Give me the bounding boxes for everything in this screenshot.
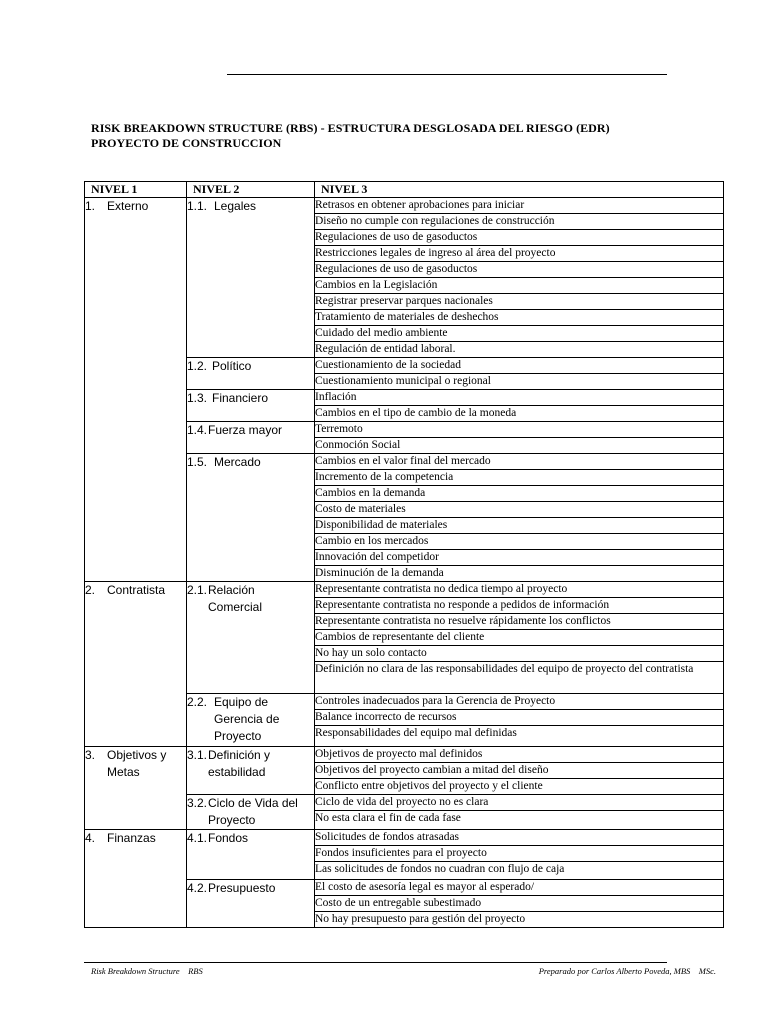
level2-cell <box>187 582 315 694</box>
level1-number: 3. <box>85 748 96 762</box>
title-line-1: RISK BREAKDOWN STRUCTURE (RBS) - ESTRUCTURA DESGLOSADA DEL RIESGO (EDR) <box>91 121 610 135</box>
level2-label-line: Proyecto <box>208 813 256 827</box>
level2-number: 2.2. <box>187 695 208 709</box>
level2-cell <box>187 390 315 422</box>
level3-item: Representante contratista no responde a pedidos de información <box>315 598 724 614</box>
level2-label: Financiero <box>212 391 269 405</box>
level3-item: Ciclo de vida del proyecto no es clara <box>315 795 724 811</box>
level2-label: Presupuesto <box>208 881 276 895</box>
level3-item: Regulaciones de uso de gasoductos <box>315 262 724 278</box>
level2-label-line: Relación <box>208 583 255 597</box>
table-row <box>85 198 724 214</box>
level2-cell <box>187 198 315 358</box>
level3-item: Regulaciones de uso de gasoductos <box>315 230 724 246</box>
level3-item: Controles inadecuados para la Gerencia de Proyecto <box>315 694 724 710</box>
level1-cell <box>85 747 187 830</box>
level2-label-line: Equipo de <box>214 695 269 709</box>
level3-item: Inflación <box>315 390 724 406</box>
level3-item: No esta clara el fin de cada fase <box>315 811 724 830</box>
level2-label-line: Comercial <box>208 600 263 614</box>
table-row <box>85 830 724 846</box>
level3-item: Cambios en el tipo de cambio de la moneda <box>315 406 724 422</box>
level3-item: Conmoción Social <box>315 438 724 454</box>
table-row <box>85 582 724 598</box>
level3-item: Cuestionamiento municipal o regional <box>315 374 724 390</box>
level1-cell <box>85 198 187 582</box>
level3-item: Responsabilidades del equipo mal definidas <box>315 726 724 747</box>
level2-number: 4.1. <box>187 831 208 845</box>
header-row <box>85 182 724 198</box>
level3-item: Representante contratista no dedica tiempo al proyecto <box>315 582 724 598</box>
level3-item: Objetivos de proyecto mal definidos <box>315 747 724 763</box>
level3-item: Fondos insuficientes para el proyecto <box>315 846 724 862</box>
level1-cell <box>85 830 187 928</box>
level3-item: Cambios en la Legislación <box>315 278 724 294</box>
level2-label-line: Definición y <box>208 748 271 762</box>
level3-item: Innovación del competidor <box>315 550 724 566</box>
level2-cell <box>187 880 315 928</box>
level2-cell <box>187 830 315 880</box>
level2-label-line: Ciclo de Vida del <box>208 796 298 810</box>
level3-item: Registrar preservar parques nacionales <box>315 294 724 310</box>
level2-number: 2.1. <box>187 583 208 597</box>
table-row <box>85 747 724 763</box>
level3-item: Las solicitudes de fondos no cuadran con flujo de caja <box>315 862 724 880</box>
level3-item: Disponibilidad de materiales <box>315 518 724 534</box>
level1-label: Finanzas <box>107 831 156 845</box>
level3-item: Cambios de representante del cliente <box>315 630 724 646</box>
level2-number: 3.2. <box>187 796 208 810</box>
level3-item: Cuestionamiento de la sociedad <box>315 358 724 374</box>
level3-item: Disminución de la demanda <box>315 566 724 582</box>
title-line-2: PROYECTO DE CONSTRUCCION <box>91 136 282 150</box>
level3-item: Incremento de la competencia <box>315 470 724 486</box>
level3-item: No hay presupuesto para gestión del proyecto <box>315 912 724 928</box>
level3-item: Cambios en el valor final del mercado <box>315 454 724 470</box>
header-nivel-1: NIVEL 1 <box>85 182 187 198</box>
level1-label-line: Metas <box>107 765 140 779</box>
level3-item: No hay un solo contacto <box>315 646 724 662</box>
level3-item: Definición no clara de las responsabilidades del equipo de proyecto del contratista <box>315 662 724 694</box>
level3-item: Restricciones legales de ingreso al área del proyecto <box>315 246 724 262</box>
level2-cell <box>187 747 315 795</box>
level2-number: 1.5. <box>187 455 208 469</box>
level2-label: Legales <box>214 199 257 213</box>
header-nivel-3: NIVEL 3 <box>315 182 724 198</box>
level2-label-line: estabilidad <box>208 765 266 779</box>
level3-item: Cambios en la demanda <box>315 486 724 502</box>
level2-label-line: Proyecto <box>214 729 262 743</box>
level3-item: Regulación de entidad laboral. <box>315 342 724 358</box>
level2-number: 1.2. <box>187 359 208 373</box>
level2-number: 1.4. <box>187 423 208 437</box>
level3-item: Costo de materiales <box>315 502 724 518</box>
level3-item: Diseño no cumple con regulaciones de construcción <box>315 214 724 230</box>
level3-item: Retrasos en obtener aprobaciones para iniciar <box>315 198 724 214</box>
level2-label-line: Gerencia de <box>214 712 280 726</box>
level2-number: 1.1. <box>187 199 208 213</box>
level1-number: 4. <box>85 831 96 845</box>
footer-right: Preparado por Carlos Alberto Poveda, MBS MSc. <box>538 966 716 976</box>
level3-item: Costo de un entregable subestimado <box>315 896 724 912</box>
level3-item: El costo de asesoría legal es mayor al esperado/ <box>315 880 724 896</box>
level3-item: Cuidado del medio ambiente <box>315 326 724 342</box>
level1-label-line: Objetivos y <box>107 748 167 762</box>
level2-number: 1.3. <box>187 391 208 405</box>
level2-label: Mercado <box>214 455 261 469</box>
level2-label: Fondos <box>208 831 249 845</box>
level2-number: 3.1. <box>187 748 208 762</box>
level1-number: 2. <box>85 583 96 597</box>
level3-item: Conflicto entre objetivos del proyecto y el cliente <box>315 779 724 795</box>
footer-rule <box>84 962 667 963</box>
level1-number: 1. <box>85 199 96 213</box>
level3-item: Representante contratista no resuelve rápidamente los conflictos <box>315 614 724 630</box>
level2-cell <box>187 454 315 582</box>
header-nivel-2: NIVEL 2 <box>187 182 315 198</box>
level3-item: Terremoto <box>315 422 724 438</box>
level3-item: Solicitudes de fondos atrasadas <box>315 830 724 846</box>
top-rule <box>227 74 667 75</box>
footer-left: Risk Breakdown Structure RBS <box>91 966 203 976</box>
level1-label: Contratista <box>107 583 166 597</box>
level2-cell <box>187 694 315 747</box>
level2-cell <box>187 422 315 454</box>
level2-cell <box>187 795 315 830</box>
level2-number: 4.2. <box>187 881 208 895</box>
level1-cell <box>85 582 187 747</box>
level1-label: Externo <box>107 199 149 213</box>
rbs-table <box>84 181 724 928</box>
level2-label: Fuerza mayor <box>208 423 283 437</box>
level3-item: Objetivos del proyecto cambian a mitad del diseño <box>315 763 724 779</box>
level2-label: Político <box>212 359 252 373</box>
level2-cell <box>187 358 315 390</box>
document-title <box>91 121 610 151</box>
level3-item: Cambio en los mercados <box>315 534 724 550</box>
level3-item: Tratamiento de materiales de deshechos <box>315 310 724 326</box>
level3-item: Balance incorrecto de recursos <box>315 710 724 726</box>
